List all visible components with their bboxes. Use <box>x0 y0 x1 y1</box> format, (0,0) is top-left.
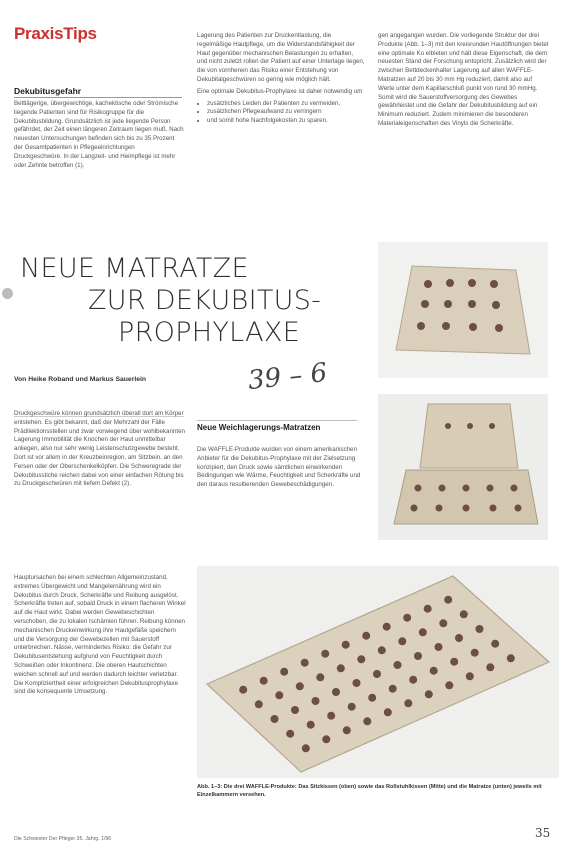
body-paragraph-2: Hauptursachen bei einem schlechten Allgemeinzustand, extremes Übergewicht und Mangelernährung wird ein Dekubitus durch Druck, Scherkräfte und Reibung ausgelöst. Scherkräfte treten auf, sobald Druck in einem flacheren Winkel auf die Haut wirkt. Dabei werden Gewebeschichten verschoben, die zu lokalen Ischämien führen. Reibung können mechanischen Druckeinwirkung ihre Hautgefäße speichern und die Versorgung der Gewebezellen mit Sauerstoff unterbrechen. Nässe, vermindertes Risiko: die Gefahr zur Dekubitusentstehung aufgrund von Feuchtigkeit durch Schweißen oder Inkontinenz. Die oberen Hautschichten weichen schnell auf und werden dadurch leichter verletzbar. Die Kompliziertheit einer erfolgreichen Dekubitusprophylaxe sind die konsequente Umsetzung. <box>14 574 186 696</box>
figure-caption: Abb. 1–3: Die drei WAFFLE-Produkte: Das Sitzkissen (oben) sowie das Rollstuhlkissen (Mitte) und die Matratze (unten) jeweils mit Einzelkammern versehen. <box>197 784 542 798</box>
list-item: • und somit hohe Nachfolgekosten zu sparen. <box>207 117 365 126</box>
brand-label: PraxisTips <box>14 24 97 43</box>
handwritten-note: 39 – 6 <box>246 357 329 397</box>
headline-line-2: ZUR DEKUBITUS- <box>88 285 322 316</box>
author-byline: Von Heike Roband und Markus Sauerlein <box>14 376 147 383</box>
list-item: • zusätzliches Leiden der Patienten zu vermeiden, <box>207 100 365 109</box>
wheelchair-cushion-photo <box>378 394 548 540</box>
subsection-text-block <box>197 446 365 550</box>
headline-line-3: PROPHYLAXE <box>118 317 301 348</box>
left-column-paragraph: Bettlägerige, übergewichtige, kachektische oder Strömische liegende Patienten sind für Risikogruppe für die Dekubitusbildung. Grundsätzlich ist jede liegende Person gefährdet, der Zeit einen längeren Zeitraum liegen muß. Nach neuesten Untersuchungen befinden sich bis zu 35 Prozent der Gesamtpatienten in Pflegeeinrichtungen Druckgeschwüre. In der Langzeit- und Heimpflege ist mehr oder Zehnte betroffen (1). <box>14 100 184 169</box>
headline-line-1: NEUE MATRATZE <box>20 253 249 284</box>
list-item: • zusätzlichen Pflegeaufwand zu verringern <box>207 108 365 117</box>
right-column-text <box>378 32 550 230</box>
middle-paragraph-2: Eine optimale Dekubitus-Prophylaxe ist daher notwendig um <box>197 87 363 95</box>
middle-column-text <box>197 32 365 230</box>
mattress-image <box>197 566 559 778</box>
mattress-photo <box>197 566 559 778</box>
body-left-lower <box>14 574 186 828</box>
middle-bullet-list <box>197 100 365 126</box>
page-number: 35 <box>535 826 551 840</box>
body-paragraph-1: Druckgeschwüre können grundsätzlich überall dort am Körper entstehen. Es gibt bekannt, daß der Mehrzahl der Fälle Prädilektionsstellen und zwar vorwiegend über wohlbekannten Lagerung Immobilität die Knochen der Haut unmittelbar anliegen, also nur sehr wenig Leistenschutzgewebe besteht. Dort ist vor allem in der Kreuzbeinregion, am Sitzbein, an den Fersen oder der Oberschenkelköpfen. Die Schweregrade der Dekubitusstiche reichen dabei von einer einfachen Rötung bis zu Druckgeschwüren mit tiefem Defekt (2). <box>14 410 185 488</box>
right-column-paragraph: gen angegangen wurden. Die vorliegende Struktur der drei Produkte (Abb. 1–3) mit den kreisrunden Hautöffnungen bietet eine optimale Ko elbieten und hält diese Eigenschaft, die dem neuesten Stand der Forschung entspricht. Zusätzlich wird der zwischen Bettdeckenhalter Lagerung auf allen WAFFLE-Matratzen auf 20 bis 30 mm Hg reduziert, damit also auf Werte unter dem Kapillarschluß punkt von rund 30 mmHg. Somit wird die Sauerstoffversorgung des Gewebes gewährleistet und die Gefahr der Dekubitusbildung auf ein Minimum reduziert. Zudem minimieren die besonderen Materialeigenschaften des Vinyls die Scherkräfte. <box>378 32 549 127</box>
left-column-text <box>14 100 184 222</box>
subsection-paragraph: Die WAFFLE-Produkte wurden von einem amerikanischen Anbieter für die Dekubitus-Prophylaxe mit der Zielsetzung konzipiert, den Druck sowie sämtlichen einwirkenden Bedingungen wie Wärme, Feuchtigkeit und Scherkräfte und den daraus resultierenden Gewebeschädigungen. <box>197 446 361 489</box>
section-heading: Dekubitusgefahr <box>14 86 182 98</box>
subsection-heading: Neue Weichlagerungs-Matratzen <box>197 420 357 433</box>
seat-cushion-photo <box>378 242 548 378</box>
seat-cushion-image <box>378 242 548 378</box>
middle-paragraph-1: Lagerung des Patienten zur Druckentlastung, die regelmäßige Hautpflege, um die Widerstandsfähigkeit der Haut gegenüber mechanischen Belastungen zu erhalten, und nicht zuletzt rollen der Patient auf einer Unterlage liegen, die von vornherein das Risiko einer Entstehung von Dekubitalgeschwüren so gering wie möglich hält. <box>197 32 365 83</box>
wheelchair-cushion-image <box>378 394 548 540</box>
page-footer: Die Schwester Der Pfleger 35. Jahrg. 1/96 <box>14 836 112 842</box>
body-left-upper <box>14 410 186 560</box>
punch-hole <box>2 288 13 299</box>
